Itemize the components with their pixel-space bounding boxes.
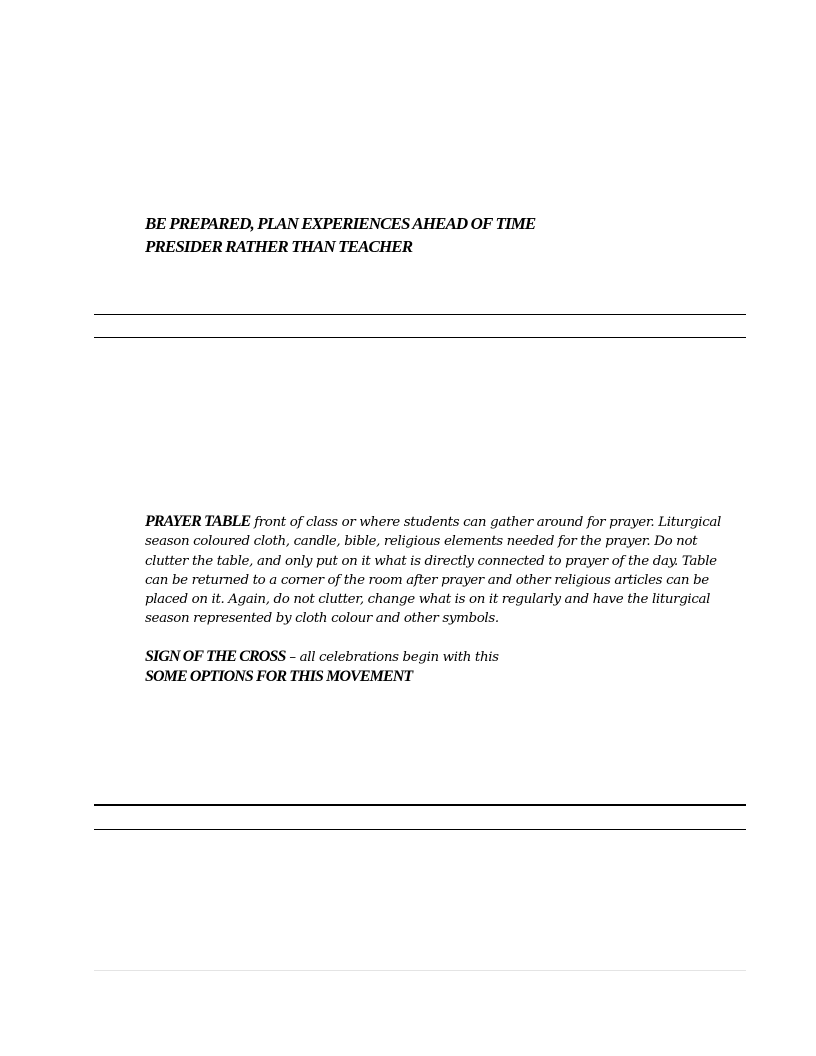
prayer-table-text: front of class or where students can gather around for prayer. Liturgical season coloured cloth, candle, bible, religious elements needed for the prayer. Do not clutter the table, and only put on it what is directly connected to prayer of the day. Table can be returned to a corner of the room after prayer and other religious articles can be placed on it. Again, do not clutter, change what is on it regularly and have the liturgical season represented by cloth colour and other symbols. — [145, 515, 721, 627]
options-heading: SOME OPTIONS FOR THIS MOVEMENT — [145, 668, 413, 685]
divider-top-1 — [94, 314, 746, 315]
heading-presider: PRESIDER RATHER THAN TEACHER — [145, 237, 413, 256]
footer-divider — [94, 970, 746, 971]
divider-bottom-1 — [94, 804, 746, 806]
heading-be-prepared: BE PREPARED, PLAN EXPERIENCES AHEAD OF TIME — [145, 214, 536, 233]
sign-of-cross-label: SIGN OF THE CROSS — [145, 648, 286, 665]
divider-top-2 — [94, 337, 746, 338]
sign-of-cross-line — [145, 646, 499, 666]
prayer-table-paragraph — [145, 512, 741, 629]
divider-bottom-2 — [94, 829, 746, 830]
prayer-table-label: PRAYER TABLE — [145, 513, 251, 530]
sign-of-cross-text: – all celebrations begin with this — [285, 650, 499, 665]
